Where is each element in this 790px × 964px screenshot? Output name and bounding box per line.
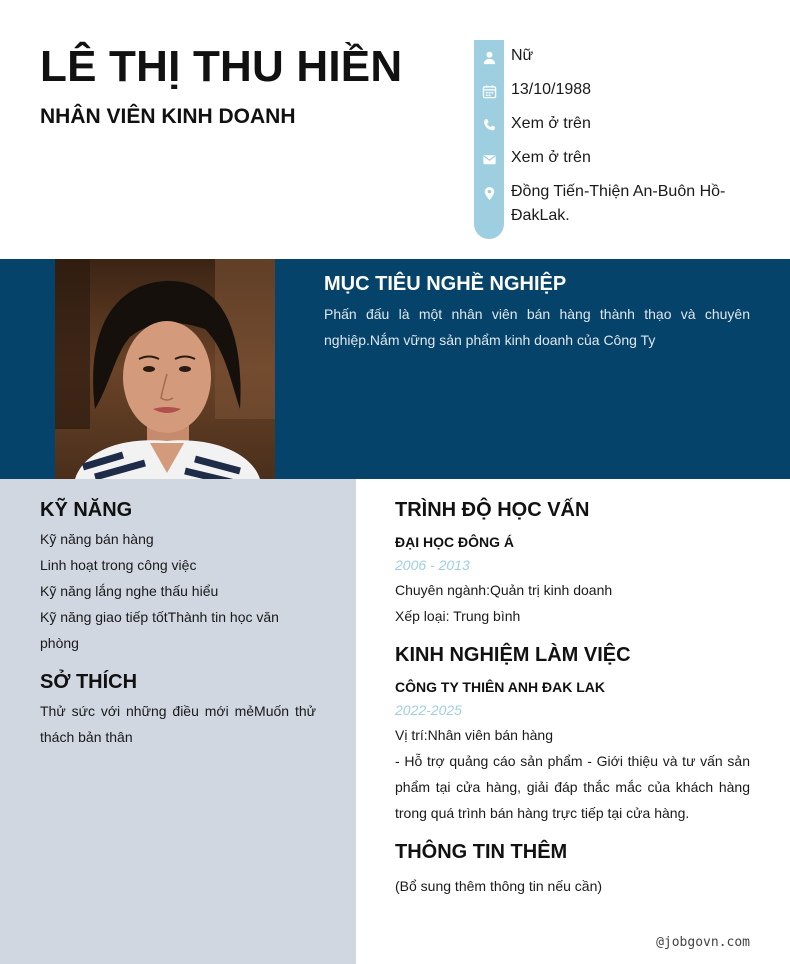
objective-title: MỤC TIÊU NGHỀ NGHIỆP [324,273,567,295]
education-school: ĐẠI HỌC ĐÔNG Á [395,534,514,550]
address-line-2: ĐakLak. [511,207,570,224]
birthday-value: 13/10/1988 [511,81,592,98]
education-title: TRÌNH ĐỘ HỌC VẤN [395,499,590,521]
address-value [504,176,725,228]
education-major: Chuyên ngành:Quản trị kinh doanh [395,582,613,598]
contact-birthday [474,74,774,108]
hobbies-text: Thử sức với những điều mới mẻMuốn thử thách bản thân [40,703,316,745]
additional-info-title: THÔNG TIN THÊM [395,841,568,863]
experience-period: 2022-2025 [395,702,462,718]
mail-icon [474,142,504,176]
gender-value: Nữ [511,47,534,64]
user-icon [474,40,504,74]
phone-value: Xem ở trên [511,115,591,132]
candidate-job-title: NHÂN VIÊN KINH DOANH [40,105,296,128]
location-pin-icon [474,176,504,210]
contact-email [474,142,774,176]
profile-photo [55,259,275,479]
experience-position: Vị trí:Nhân viên bán hàng [395,727,553,743]
contact-gender [474,40,774,74]
skill-item: Kỹ năng lắng nghe thấu hiểu [40,583,219,599]
education-grade: Xếp loại: Trung bình [395,608,521,624]
skill-item: Linh hoạt trong công việc [40,557,197,573]
skill-item: Kỹ năng bán hàng [40,531,154,547]
address-line-1: Đồng Tiến-Thiện An-Buôn Hồ- [511,183,726,200]
contact-phone [474,108,774,142]
objective-text: Phấn đấu là một nhân viên bán hàng thành thạo và chuyên nghiệp.Nắm vững sản phẩm kinh doanh của Công Ty [324,306,750,348]
email-value: Xem ở trên [511,149,591,166]
candidate-name: LÊ THỊ THU HIỀN [40,42,403,91]
phone-icon [474,108,504,142]
footer-watermark: @jobgovn.com [656,935,750,950]
contact-address [474,176,774,228]
skills-title: KỸ NĂNG [40,499,133,521]
experience-company: CÔNG TY THIÊN ANH ĐAK LAK [395,679,605,695]
education-period: 2006 - 2013 [395,557,470,573]
additional-info-text: (Bổ sung thêm thông tin nếu cần) [395,878,603,894]
experience-description: - Hỗ trợ quảng cáo sản phẩm - Giới thiệu và tư vấn sản phẩm tại cửa hàng, giải đáp thắc mắc của khách hàng trong quá trình bán hàng trực tiếp tại cửa hàng. [395,753,750,821]
skill-item: Kỹ năng giao tiếp tốtThành tin học văn phòng [40,609,279,651]
experience-title: KINH NGHIỆM LÀM VIỆC [395,644,631,666]
hobbies-title: SỞ THÍCH [40,671,138,693]
calendar-icon [474,74,504,108]
